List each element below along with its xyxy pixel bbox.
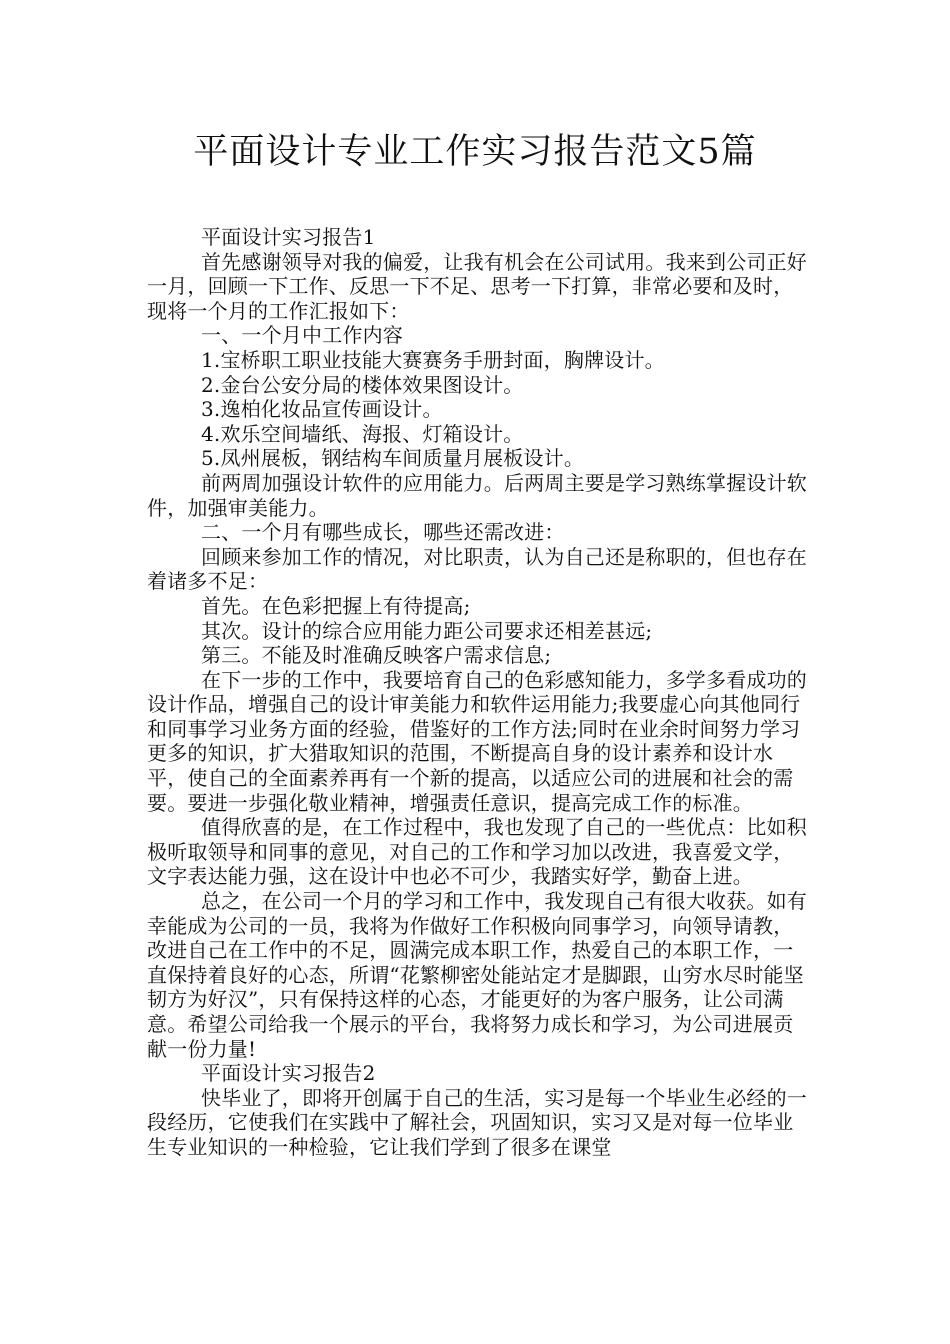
subheading: 一、一个月中工作内容: [201, 323, 403, 348]
list-item: 1.宝桥职工职业技能大赛赛务手册封面，胸牌设计。: [201, 347, 665, 372]
list-item: 4.欢乐空间墙纸、海报、灯箱设计。: [201, 421, 524, 446]
paragraph: 前两周加强设计软件的应用能力。后两周主要是学习熟练掌握设计软件，加强审美能力。: [147, 470, 807, 520]
list-item: 2.金台公安分局的楼体效果图设计。: [201, 372, 524, 397]
paragraph: 首先感谢领导对我的偏爱，让我有机会在公司试用。我来到公司正好一月，回顾一下工作、反思一下不足、思考一下打算，非常必要和及时，现将一个月的工作汇报如下：: [147, 249, 807, 323]
paragraph: 其次。设计的综合应用能力距公司要求还相差甚远;: [201, 618, 653, 643]
paragraph: 首先。在色彩把握上有待提高;: [201, 593, 471, 618]
paragraph: 回顾来参加工作的情况，对比职责，认为自己还是称职的，但也存在着诸多不足：: [147, 544, 807, 594]
document-title: 平面设计专业工作实习报告范文5篇: [193, 132, 757, 172]
list-item: 5.凤州展板，钢结构车间质量月展板设计。: [201, 446, 585, 471]
paragraph: 快毕业了，即将开创属于自己的生活，实习是每一个毕业生必经的一段经历，它使我们在实践中了解社会，巩固知识，实习又是对每一位毕业生专业知识的一种检验，它让我们学到了很多在课堂: [147, 1085, 807, 1159]
paragraph: 第三。不能及时准确反映客户需求信息;: [201, 643, 552, 668]
section-heading: 平面设计实习报告2: [201, 1061, 376, 1086]
section-heading: 平面设计实习报告1: [201, 225, 376, 249]
paragraph: 总之，在公司一个月的学习和工作中，我发现自己有很大收获。如有幸能成为公司的一员，我将为作做好工作积极向同事学习，向领导请教，改进自己在工作中的不足，圆满完成本职工作，热爱自己的本职工作，一直保持着良好的心态，所谓“花繁柳密处能站定才是脚跟，山穷水尽时能坚韧方为好汉”，只有保持这样的心态，才能更好的为客户服务，让公司满意。希望公司给我一个展示的平台，我将努力成长和学习，为公司进展贡献一份力量!: [147, 889, 807, 1061]
paragraph: 在下一步的工作中，我要培育自己的色彩感知能力，多学多看成功的设计作品，增强自己的设计审美能力和软件运用能力;我要虚心向其他同行和同事学习业务方面的经验，借鉴好的工作方法;同时在业余时间努力学习更多的知识，扩大猎取知识的范围，不断提高自身的设计素养和设计水平，使自己的全面素养再有一个新的提高，以适应公司的进展和社会的需要。要进一步强化敬业精神，增强责任意识，提高完成工作的标准。: [147, 667, 807, 815]
document-body: [147, 225, 807, 1160]
list-item: 3.逸柏化妆品宣传画设计。: [201, 397, 443, 422]
paragraph: 值得欣喜的是，在工作过程中，我也发现了自己的一些优点：比如积极听取领导和同事的意见，对自己的工作和学习加以改进，我喜爱文学，文字表达能力强，这在设计中也必不可少，我踏实好学，勤奋上进。: [147, 815, 807, 889]
subheading: 二、一个月有哪些成长，哪些还需改进：: [201, 520, 565, 545]
